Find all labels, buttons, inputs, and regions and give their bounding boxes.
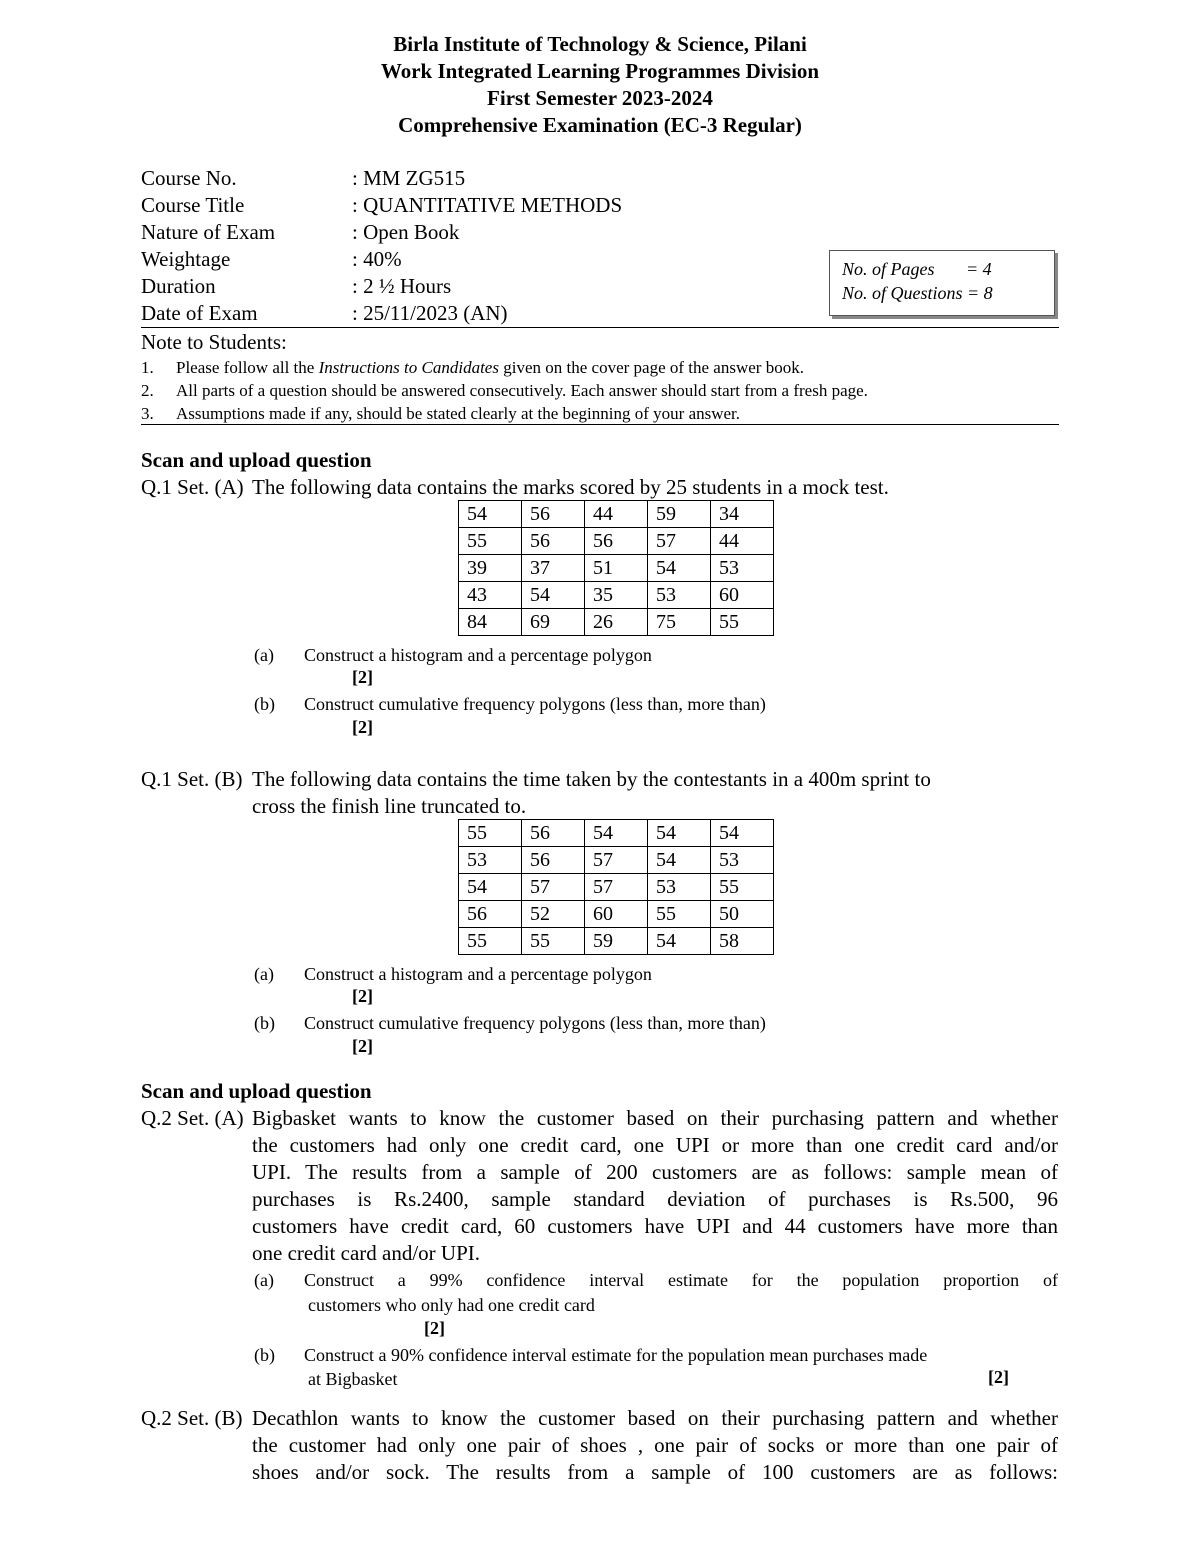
table-cell: 59 bbox=[648, 501, 711, 528]
part-text: Construct a histogram and a percentage polygon bbox=[304, 964, 652, 984]
table-cell: 34 bbox=[711, 501, 774, 528]
question-label: Q.2 Set. (B) bbox=[141, 1406, 243, 1430]
table-cell: 44 bbox=[711, 528, 774, 555]
table-cell: 54 bbox=[648, 847, 711, 874]
question-text: the customer had only one pair of shoes , one pair of socks or more than one pair of bbox=[252, 1433, 1058, 1457]
table-cell: 57 bbox=[585, 874, 648, 901]
table-cell: 54 bbox=[711, 820, 774, 847]
marks: [2] bbox=[352, 1036, 373, 1056]
question-label: Q.1 Set. (A) bbox=[141, 475, 244, 499]
table-cell: 55 bbox=[711, 874, 774, 901]
meta-value: : MM ZG515 bbox=[352, 166, 466, 190]
part-letter: (b) bbox=[254, 694, 275, 714]
note-number: 2. bbox=[141, 381, 154, 400]
table-cell: 54 bbox=[522, 582, 585, 609]
section-heading: Scan and upload question bbox=[141, 448, 372, 472]
data-table bbox=[458, 819, 774, 955]
page-count: No. of Pages = 4 bbox=[842, 259, 992, 279]
table-cell: 56 bbox=[459, 901, 522, 928]
table-cell: 53 bbox=[711, 847, 774, 874]
exam-title: Comprehensive Examination (EC-3 Regular) bbox=[398, 113, 802, 137]
note-item: Please follow all the Instructions to Candidates given on the cover page of the answer book. bbox=[176, 358, 804, 377]
meta-value: : 2 ½ Hours bbox=[352, 274, 452, 298]
table-cell: 60 bbox=[711, 582, 774, 609]
table-cell: 69 bbox=[522, 609, 585, 636]
question-text: customers have credit card, 60 customers have UPI and 44 customers have more than bbox=[252, 1214, 1058, 1238]
table-cell: 55 bbox=[459, 528, 522, 555]
table-row bbox=[459, 609, 774, 636]
semester: First Semester 2023-2024 bbox=[487, 86, 713, 110]
division-name: Work Integrated Learning Programmes Division bbox=[380, 59, 820, 83]
part-letter: (a) bbox=[254, 1270, 274, 1290]
table-cell: 54 bbox=[459, 501, 522, 528]
table-cell: 56 bbox=[585, 528, 648, 555]
table-cell: 57 bbox=[522, 874, 585, 901]
table-cell: 43 bbox=[459, 582, 522, 609]
part-text: Construct cumulative frequency polygons (less than, more than) bbox=[304, 1013, 766, 1033]
table-cell: 26 bbox=[585, 609, 648, 636]
meta-value: : Open Book bbox=[352, 220, 460, 244]
question-label: Q.2 Set. (A) bbox=[141, 1106, 244, 1130]
divider bbox=[141, 424, 1059, 425]
question-count: No. of Questions = 8 bbox=[842, 283, 993, 303]
marks: [2] bbox=[988, 1367, 1009, 1387]
note-item: Assumptions made if any, should be stated clearly at the beginning of your answer. bbox=[176, 404, 741, 423]
table-cell: 56 bbox=[522, 820, 585, 847]
meta-value: : QUANTITATIVE METHODS bbox=[352, 193, 623, 217]
table-cell: 57 bbox=[648, 528, 711, 555]
part-letter: (a) bbox=[254, 645, 274, 665]
part-letter: (b) bbox=[254, 1013, 275, 1033]
table-cell: 51 bbox=[585, 555, 648, 582]
table-cell: 75 bbox=[648, 609, 711, 636]
table-cell: 56 bbox=[522, 847, 585, 874]
part-text: Construct a histogram and a percentage polygon bbox=[304, 645, 652, 665]
part-text: Construct a 90% confidence interval estimate for the population mean purchases made bbox=[304, 1345, 928, 1365]
meta-value: : 25/11/2023 (AN) bbox=[352, 301, 508, 325]
table-row bbox=[459, 928, 774, 955]
section-heading: Scan and upload question bbox=[141, 1079, 372, 1103]
table-row bbox=[459, 901, 774, 928]
table-row bbox=[459, 847, 774, 874]
table-row bbox=[459, 820, 774, 847]
note-item: All parts of a question should be answered consecutively. Each answer should start from a fresh page. bbox=[176, 381, 868, 400]
table-cell: 54 bbox=[648, 928, 711, 955]
part-text: at Bigbasket bbox=[308, 1369, 398, 1389]
table-cell: 60 bbox=[585, 901, 648, 928]
table-cell: 53 bbox=[648, 582, 711, 609]
table-cell: 44 bbox=[585, 501, 648, 528]
note-number: 3. bbox=[141, 404, 154, 423]
marks: [2] bbox=[424, 1318, 445, 1338]
data-table bbox=[458, 500, 774, 636]
question-text: Bigbasket wants to know the customer based on their purchasing pattern and whether bbox=[252, 1106, 1058, 1130]
table-cell: 37 bbox=[522, 555, 585, 582]
part-text: Construct cumulative frequency polygons (less than, more than) bbox=[304, 694, 766, 714]
marks: [2] bbox=[352, 717, 373, 737]
question-text: cross the finish line truncated to. bbox=[252, 794, 527, 818]
question-text: UPI. The results from a sample of 200 customers are as follows: sample mean of bbox=[252, 1160, 1058, 1184]
meta-label: Course Title bbox=[141, 193, 245, 217]
institute-name: Birla Institute of Technology & Science, Pilani bbox=[393, 32, 807, 56]
table-row bbox=[459, 874, 774, 901]
table-cell: 50 bbox=[711, 901, 774, 928]
table-cell: 35 bbox=[585, 582, 648, 609]
note-number: 1. bbox=[141, 358, 154, 377]
table-cell: 84 bbox=[459, 609, 522, 636]
question-text: Decathlon wants to know the customer based on their purchasing pattern and whether bbox=[252, 1406, 1058, 1430]
table-cell: 58 bbox=[711, 928, 774, 955]
question-text: one credit card and/or UPI. bbox=[252, 1241, 480, 1265]
divider bbox=[141, 327, 1059, 328]
table-cell: 53 bbox=[711, 555, 774, 582]
table-cell: 59 bbox=[585, 928, 648, 955]
table-cell: 57 bbox=[585, 847, 648, 874]
marks: [2] bbox=[352, 667, 373, 687]
part-letter: (a) bbox=[254, 964, 274, 984]
table-cell: 55 bbox=[711, 609, 774, 636]
table-cell: 39 bbox=[459, 555, 522, 582]
table-cell: 55 bbox=[648, 901, 711, 928]
table-row bbox=[459, 582, 774, 609]
meta-label: Weightage bbox=[141, 247, 231, 271]
question-text: The following data contains the time taken by the contestants in a 400m sprint to bbox=[252, 767, 931, 791]
part-text: customers who only had one credit card bbox=[308, 1295, 595, 1315]
table-cell: 55 bbox=[522, 928, 585, 955]
table-cell: 56 bbox=[522, 528, 585, 555]
table-cell: 54 bbox=[648, 555, 711, 582]
table-row bbox=[459, 501, 774, 528]
table-cell: 53 bbox=[648, 874, 711, 901]
question-text: the customers had only one credit card, one UPI or more than one credit card and/or bbox=[252, 1133, 1058, 1157]
part-letter: (b) bbox=[254, 1345, 275, 1365]
meta-label: Course No. bbox=[141, 166, 237, 190]
meta-label: Nature of Exam bbox=[141, 220, 276, 244]
table-cell: 54 bbox=[648, 820, 711, 847]
table-row bbox=[459, 528, 774, 555]
pages-questions-box bbox=[829, 250, 1055, 316]
question-label: Q.1 Set. (B) bbox=[141, 767, 243, 791]
question-text: purchases is Rs.2400, sample standard deviation of purchases is Rs.500, 96 bbox=[252, 1187, 1058, 1211]
table-cell: 55 bbox=[459, 820, 522, 847]
table-cell: 54 bbox=[585, 820, 648, 847]
table-cell: 56 bbox=[522, 501, 585, 528]
question-text: The following data contains the marks scored by 25 students in a mock test. bbox=[252, 475, 889, 499]
table-cell: 53 bbox=[459, 847, 522, 874]
question-text: shoes and/or sock. The results from a sample of 100 customers are as follows: bbox=[252, 1460, 1058, 1484]
meta-label: Duration bbox=[141, 274, 216, 298]
notes-title: Note to Students: bbox=[141, 330, 287, 354]
table-cell: 54 bbox=[459, 874, 522, 901]
marks: [2] bbox=[352, 986, 373, 1006]
table-row bbox=[459, 555, 774, 582]
meta-value: : 40% bbox=[352, 247, 402, 271]
part-text: Construct a 99% confidence interval estimate for the population proportion of bbox=[304, 1270, 1058, 1290]
table-cell: 52 bbox=[522, 901, 585, 928]
table-cell: 55 bbox=[459, 928, 522, 955]
meta-label: Date of Exam bbox=[141, 301, 258, 325]
